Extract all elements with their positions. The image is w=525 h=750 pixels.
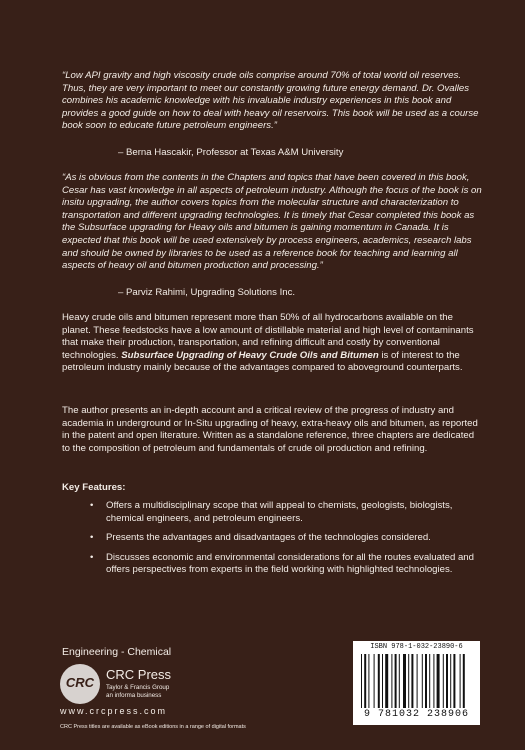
isbn-label: ISBN 978-1-032-23890-6	[370, 643, 463, 651]
publisher-website: www.crcpress.com	[60, 706, 168, 716]
ebook-footnote: CRC Press titles are available as eBook editions in a range of digital formats	[60, 724, 246, 730]
feature-item	[90, 532, 490, 545]
description-paragraph-1	[62, 312, 482, 375]
feature-item	[90, 500, 490, 525]
endorsement-quote-1: “Low API gravity and high viscosity crude oils comprise around 70% of total world oil reserves. Thus, they are very important to meet our constantly growing future energy demand. Dr. Ovalles combines his academic knowledge with his invaluable industry experiences in this book and provides a good guide on how to deal with heavy oil reservoirs. This book will be used as a course book soon to educate future petroleum engineers.”	[62, 70, 479, 132]
publisher-group: Taylor & Francis Group	[106, 684, 170, 691]
bullet-icon: •	[90, 532, 94, 544]
feature-text: Presents the advantages and disadvantages of the technologies considered.	[106, 532, 431, 544]
endorsement-attribution-1: – Berna Hascakir, Professor at Texas A&M University	[118, 147, 344, 158]
bullet-icon: •	[90, 551, 94, 563]
crc-logo-text: CRC	[65, 675, 95, 690]
endorsement-attribution-2: – Parviz Rahimi, Upgrading Solutions Inc.	[118, 287, 296, 298]
crc-logo-icon	[60, 664, 100, 704]
barcode-bars-icon	[361, 654, 472, 708]
description-paragraph-2: The author presents an in-depth account and a critical review of the progress of industry and academia in underground or In-Situ upgrading of heavy, extra-heavy oils and bitumen, as reported in the patent and open literature. Written as a standalone reference, three chapters are dedicated to the composition of petroleum and fundamentals of crude oil production and refining.	[62, 405, 478, 454]
publisher-name: CRC Press	[106, 667, 172, 682]
bullet-icon: •	[90, 500, 94, 511]
feature-text: Discusses economic and environmental considerations for all the routes evaluated and offers perspectives from experts in the field working with highlighted technologies.	[106, 551, 474, 576]
barcode-number: 9 781032 238906	[363, 709, 469, 720]
description-text-start: Heavy crude oils and bitumen represent more than 50% of all hydrocarbons available on the planet. These feedstocks have a low amount of distillable material and high level of contaminants that make their production, transportation, and refining difficult and costly by conventional technologies.	[62, 312, 474, 361]
endorsement-quote-2: “As is obvious from the contents in the Chapters and topics that have been covered in this book, Cesar has vast knowledge in all aspects of petroleum industry. Although the focus of the book is on insitu upgrading, the author covers topics from the molecular structure and characterization to transportation and different upgrading technologies. It is timely that Cesar completed this book as the Subsurface upgrading for Heavy oils and bitumen is gaining momentum in Canada. It is expected that this book will be used extensively by process engineers, academics, research labs and should be owned by libraries to be used as a reference book for teaching and learning all aspects of heavy oil and bitumen production and processing.”	[62, 172, 482, 272]
book-title-inline: Subsurface Upgrading of Heavy Crude Oils and Bitumen	[121, 349, 379, 361]
key-features-heading: Key Features:	[62, 482, 126, 493]
barcode	[353, 641, 480, 725]
description-text-end: is of interest to the petroleum industry mainly because of the advantages compared to aboveground counterparts.	[62, 349, 463, 374]
feature-text: Offers a multidisciplinary scope that will appeal to chemists, geologists, biologists, chemical engineers, and petroleum engineers.	[106, 500, 453, 524]
subject-category: Engineering - Chemical	[62, 646, 172, 658]
publisher-business: an informa business	[106, 692, 162, 699]
feature-item	[90, 552, 490, 577]
key-features-list	[90, 500, 490, 584]
